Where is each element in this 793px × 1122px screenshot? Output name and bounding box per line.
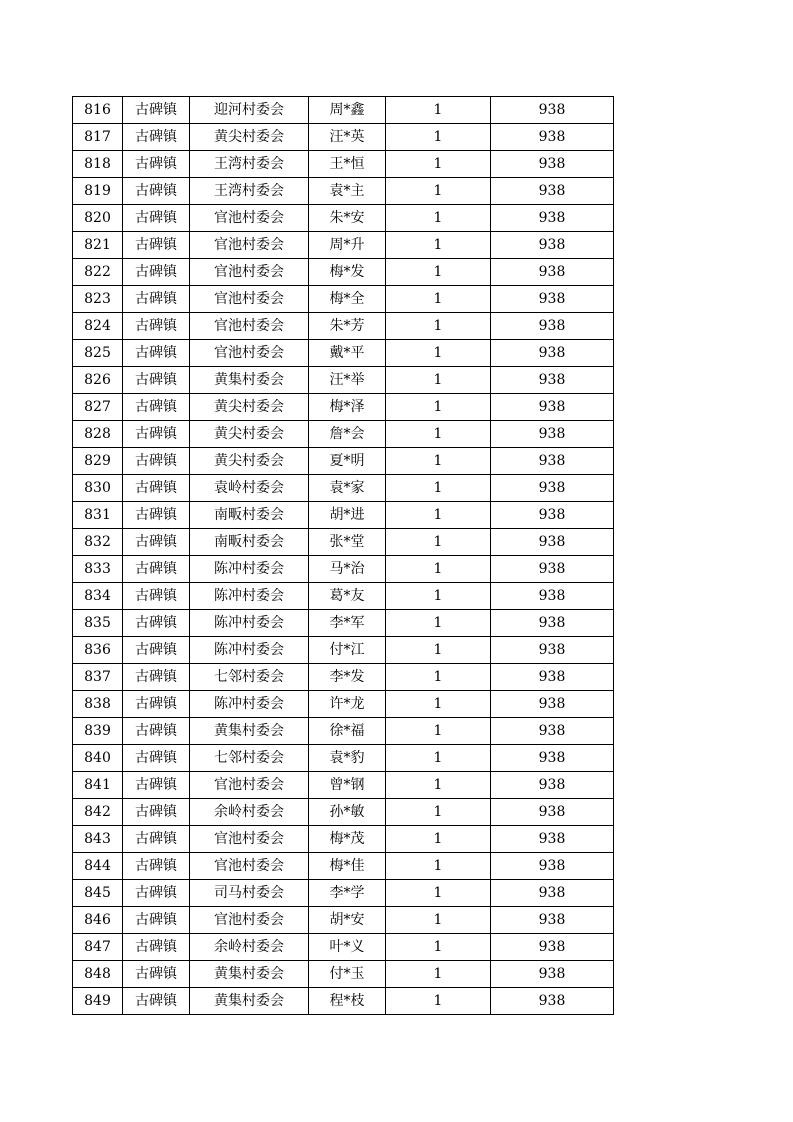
- town-cell: 古碑镇: [123, 367, 190, 394]
- person-name-cell: 梅*发: [309, 259, 386, 286]
- person-name-cell: 曾*钢: [309, 772, 386, 799]
- town-cell: 古碑镇: [123, 961, 190, 988]
- town-cell: 古碑镇: [123, 718, 190, 745]
- amount-cell: 938: [491, 988, 614, 1015]
- table-row: [73, 637, 614, 664]
- table-row: [73, 718, 614, 745]
- village-committee-cell: 官池村委会: [190, 772, 309, 799]
- amount-cell: 938: [491, 745, 614, 772]
- row-number-cell: 832: [73, 529, 123, 556]
- village-committee-cell: 黄集村委会: [190, 961, 309, 988]
- town-cell: 古碑镇: [123, 772, 190, 799]
- table-row: [73, 394, 614, 421]
- row-number-cell: 830: [73, 475, 123, 502]
- amount-cell: 938: [491, 907, 614, 934]
- person-name-cell: 梅*泽: [309, 394, 386, 421]
- person-name-cell: 周*升: [309, 232, 386, 259]
- count-cell: 1: [386, 97, 491, 124]
- table-row: [73, 151, 614, 178]
- count-cell: 1: [386, 502, 491, 529]
- count-cell: 1: [386, 961, 491, 988]
- table-row: [73, 313, 614, 340]
- count-cell: 1: [386, 286, 491, 313]
- amount-cell: 938: [491, 448, 614, 475]
- row-number-cell: 848: [73, 961, 123, 988]
- town-cell: 古碑镇: [123, 394, 190, 421]
- village-committee-cell: 陈冲村委会: [190, 637, 309, 664]
- count-cell: 1: [386, 151, 491, 178]
- roster-table-body: [73, 97, 614, 1015]
- table-row: [73, 799, 614, 826]
- town-cell: 古碑镇: [123, 529, 190, 556]
- row-number-cell: 834: [73, 583, 123, 610]
- person-name-cell: 马*治: [309, 556, 386, 583]
- amount-cell: 938: [491, 178, 614, 205]
- person-name-cell: 李*军: [309, 610, 386, 637]
- person-name-cell: 袁*豹: [309, 745, 386, 772]
- row-number-cell: 827: [73, 394, 123, 421]
- table-row: [73, 961, 614, 988]
- row-number-cell: 822: [73, 259, 123, 286]
- town-cell: 古碑镇: [123, 475, 190, 502]
- person-name-cell: 袁*主: [309, 178, 386, 205]
- count-cell: 1: [386, 583, 491, 610]
- town-cell: 古碑镇: [123, 691, 190, 718]
- amount-cell: 938: [491, 772, 614, 799]
- count-cell: 1: [386, 205, 491, 232]
- count-cell: 1: [386, 124, 491, 151]
- table-row: [73, 97, 614, 124]
- amount-cell: 938: [491, 691, 614, 718]
- amount-cell: 938: [491, 718, 614, 745]
- amount-cell: 938: [491, 232, 614, 259]
- town-cell: 古碑镇: [123, 448, 190, 475]
- amount-cell: 938: [491, 880, 614, 907]
- person-name-cell: 付*江: [309, 637, 386, 664]
- amount-cell: 938: [491, 394, 614, 421]
- table-row: [73, 205, 614, 232]
- amount-cell: 938: [491, 340, 614, 367]
- row-number-cell: 842: [73, 799, 123, 826]
- count-cell: 1: [386, 475, 491, 502]
- row-number-cell: 833: [73, 556, 123, 583]
- row-number-cell: 846: [73, 907, 123, 934]
- town-cell: 古碑镇: [123, 610, 190, 637]
- table-row: [73, 529, 614, 556]
- person-name-cell: 付*玉: [309, 961, 386, 988]
- village-committee-cell: 余岭村委会: [190, 934, 309, 961]
- village-committee-cell: 官池村委会: [190, 259, 309, 286]
- village-committee-cell: 陈冲村委会: [190, 583, 309, 610]
- village-committee-cell: 南畈村委会: [190, 502, 309, 529]
- amount-cell: 938: [491, 637, 614, 664]
- row-number-cell: 839: [73, 718, 123, 745]
- amount-cell: 938: [491, 529, 614, 556]
- town-cell: 古碑镇: [123, 583, 190, 610]
- person-name-cell: 詹*会: [309, 421, 386, 448]
- village-committee-cell: 七邻村委会: [190, 745, 309, 772]
- count-cell: 1: [386, 691, 491, 718]
- count-cell: 1: [386, 664, 491, 691]
- village-committee-cell: 黄集村委会: [190, 718, 309, 745]
- town-cell: 古碑镇: [123, 664, 190, 691]
- count-cell: 1: [386, 421, 491, 448]
- count-cell: 1: [386, 934, 491, 961]
- table-row: [73, 475, 614, 502]
- row-number-cell: 841: [73, 772, 123, 799]
- amount-cell: 938: [491, 934, 614, 961]
- count-cell: 1: [386, 367, 491, 394]
- town-cell: 古碑镇: [123, 745, 190, 772]
- row-number-cell: 820: [73, 205, 123, 232]
- table-row: [73, 286, 614, 313]
- person-name-cell: 汪*英: [309, 124, 386, 151]
- table-row: [73, 367, 614, 394]
- town-cell: 古碑镇: [123, 934, 190, 961]
- person-name-cell: 戴*平: [309, 340, 386, 367]
- village-committee-cell: 官池村委会: [190, 286, 309, 313]
- amount-cell: 938: [491, 961, 614, 988]
- count-cell: 1: [386, 313, 491, 340]
- count-cell: 1: [386, 448, 491, 475]
- row-number-cell: 838: [73, 691, 123, 718]
- table-row: [73, 907, 614, 934]
- count-cell: 1: [386, 178, 491, 205]
- village-committee-cell: 余岭村委会: [190, 799, 309, 826]
- table-row: [73, 232, 614, 259]
- count-cell: 1: [386, 988, 491, 1015]
- row-number-cell: 816: [73, 97, 123, 124]
- town-cell: 古碑镇: [123, 178, 190, 205]
- village-committee-cell: 黄尖村委会: [190, 448, 309, 475]
- amount-cell: 938: [491, 556, 614, 583]
- row-number-cell: 828: [73, 421, 123, 448]
- village-committee-cell: 南畈村委会: [190, 529, 309, 556]
- village-committee-cell: 黄集村委会: [190, 988, 309, 1015]
- row-number-cell: 849: [73, 988, 123, 1015]
- village-committee-cell: 王湾村委会: [190, 178, 309, 205]
- town-cell: 古碑镇: [123, 988, 190, 1015]
- town-cell: 古碑镇: [123, 880, 190, 907]
- person-name-cell: 程*枝: [309, 988, 386, 1015]
- person-name-cell: 汪*举: [309, 367, 386, 394]
- count-cell: 1: [386, 529, 491, 556]
- table-row: [73, 421, 614, 448]
- village-committee-cell: 陈冲村委会: [190, 691, 309, 718]
- count-cell: 1: [386, 853, 491, 880]
- town-cell: 古碑镇: [123, 907, 190, 934]
- table-row: [73, 664, 614, 691]
- person-name-cell: 徐*福: [309, 718, 386, 745]
- village-committee-cell: 王湾村委会: [190, 151, 309, 178]
- amount-cell: 938: [491, 799, 614, 826]
- town-cell: 古碑镇: [123, 151, 190, 178]
- amount-cell: 938: [491, 97, 614, 124]
- row-number-cell: 818: [73, 151, 123, 178]
- table-row: [73, 853, 614, 880]
- row-number-cell: 829: [73, 448, 123, 475]
- table-row: [73, 340, 614, 367]
- person-name-cell: 王*恒: [309, 151, 386, 178]
- town-cell: 古碑镇: [123, 97, 190, 124]
- table-row: [73, 988, 614, 1015]
- row-number-cell: 823: [73, 286, 123, 313]
- person-name-cell: 梅*全: [309, 286, 386, 313]
- person-name-cell: 张*堂: [309, 529, 386, 556]
- count-cell: 1: [386, 259, 491, 286]
- count-cell: 1: [386, 610, 491, 637]
- person-name-cell: 袁*家: [309, 475, 386, 502]
- row-number-cell: 847: [73, 934, 123, 961]
- table-row: [73, 772, 614, 799]
- person-name-cell: 夏*明: [309, 448, 386, 475]
- town-cell: 古碑镇: [123, 502, 190, 529]
- town-cell: 古碑镇: [123, 340, 190, 367]
- village-committee-cell: 官池村委会: [190, 826, 309, 853]
- row-number-cell: 824: [73, 313, 123, 340]
- person-name-cell: 胡*安: [309, 907, 386, 934]
- amount-cell: 938: [491, 259, 614, 286]
- town-cell: 古碑镇: [123, 853, 190, 880]
- table-row: [73, 583, 614, 610]
- village-committee-cell: 司马村委会: [190, 880, 309, 907]
- table-row: [73, 691, 614, 718]
- person-name-cell: 胡*进: [309, 502, 386, 529]
- person-name-cell: 周*鑫: [309, 97, 386, 124]
- amount-cell: 938: [491, 583, 614, 610]
- person-name-cell: 朱*安: [309, 205, 386, 232]
- person-name-cell: 梅*茂: [309, 826, 386, 853]
- village-committee-cell: 七邻村委会: [190, 664, 309, 691]
- town-cell: 古碑镇: [123, 799, 190, 826]
- row-number-cell: 840: [73, 745, 123, 772]
- village-committee-cell: 黄尖村委会: [190, 394, 309, 421]
- table-row: [73, 124, 614, 151]
- amount-cell: 938: [491, 502, 614, 529]
- amount-cell: 938: [491, 610, 614, 637]
- village-committee-cell: 迎河村委会: [190, 97, 309, 124]
- town-cell: 古碑镇: [123, 259, 190, 286]
- row-number-cell: 844: [73, 853, 123, 880]
- amount-cell: 938: [491, 124, 614, 151]
- row-number-cell: 826: [73, 367, 123, 394]
- village-committee-cell: 官池村委会: [190, 340, 309, 367]
- table-row: [73, 745, 614, 772]
- amount-cell: 938: [491, 826, 614, 853]
- count-cell: 1: [386, 880, 491, 907]
- village-committee-cell: 官池村委会: [190, 313, 309, 340]
- village-committee-cell: 黄尖村委会: [190, 421, 309, 448]
- town-cell: 古碑镇: [123, 556, 190, 583]
- count-cell: 1: [386, 556, 491, 583]
- village-committee-cell: 黄集村委会: [190, 367, 309, 394]
- table-row: [73, 448, 614, 475]
- row-number-cell: 845: [73, 880, 123, 907]
- town-cell: 古碑镇: [123, 124, 190, 151]
- village-committee-cell: 袁岭村委会: [190, 475, 309, 502]
- town-cell: 古碑镇: [123, 826, 190, 853]
- person-name-cell: 朱*芳: [309, 313, 386, 340]
- table-row: [73, 556, 614, 583]
- amount-cell: 938: [491, 421, 614, 448]
- village-committee-cell: 黄尖村委会: [190, 124, 309, 151]
- table-row: [73, 502, 614, 529]
- table-row: [73, 259, 614, 286]
- row-number-cell: 843: [73, 826, 123, 853]
- person-name-cell: 孙*敏: [309, 799, 386, 826]
- count-cell: 1: [386, 340, 491, 367]
- table-row: [73, 880, 614, 907]
- town-cell: 古碑镇: [123, 313, 190, 340]
- village-committee-cell: 陈冲村委会: [190, 556, 309, 583]
- count-cell: 1: [386, 799, 491, 826]
- count-cell: 1: [386, 907, 491, 934]
- person-name-cell: 李*发: [309, 664, 386, 691]
- village-committee-cell: 官池村委会: [190, 205, 309, 232]
- row-number-cell: 817: [73, 124, 123, 151]
- amount-cell: 938: [491, 853, 614, 880]
- count-cell: 1: [386, 394, 491, 421]
- amount-cell: 938: [491, 664, 614, 691]
- town-cell: 古碑镇: [123, 205, 190, 232]
- amount-cell: 938: [491, 151, 614, 178]
- person-name-cell: 葛*友: [309, 583, 386, 610]
- village-committee-cell: 官池村委会: [190, 232, 309, 259]
- row-number-cell: 825: [73, 340, 123, 367]
- row-number-cell: 831: [73, 502, 123, 529]
- village-committee-cell: 陈冲村委会: [190, 610, 309, 637]
- count-cell: 1: [386, 637, 491, 664]
- table-row: [73, 610, 614, 637]
- village-committee-cell: 官池村委会: [190, 853, 309, 880]
- amount-cell: 938: [491, 205, 614, 232]
- town-cell: 古碑镇: [123, 232, 190, 259]
- count-cell: 1: [386, 826, 491, 853]
- town-cell: 古碑镇: [123, 421, 190, 448]
- row-number-cell: 835: [73, 610, 123, 637]
- amount-cell: 938: [491, 475, 614, 502]
- town-cell: 古碑镇: [123, 286, 190, 313]
- roster-table: [72, 96, 614, 1015]
- person-name-cell: 李*学: [309, 880, 386, 907]
- count-cell: 1: [386, 772, 491, 799]
- row-number-cell: 837: [73, 664, 123, 691]
- count-cell: 1: [386, 232, 491, 259]
- table-row: [73, 826, 614, 853]
- person-name-cell: 叶*义: [309, 934, 386, 961]
- village-committee-cell: 官池村委会: [190, 907, 309, 934]
- row-number-cell: 821: [73, 232, 123, 259]
- amount-cell: 938: [491, 367, 614, 394]
- amount-cell: 938: [491, 313, 614, 340]
- table-row: [73, 934, 614, 961]
- row-number-cell: 836: [73, 637, 123, 664]
- table-row: [73, 178, 614, 205]
- count-cell: 1: [386, 745, 491, 772]
- person-name-cell: 许*龙: [309, 691, 386, 718]
- town-cell: 古碑镇: [123, 637, 190, 664]
- count-cell: 1: [386, 718, 491, 745]
- amount-cell: 938: [491, 286, 614, 313]
- person-name-cell: 梅*佳: [309, 853, 386, 880]
- row-number-cell: 819: [73, 178, 123, 205]
